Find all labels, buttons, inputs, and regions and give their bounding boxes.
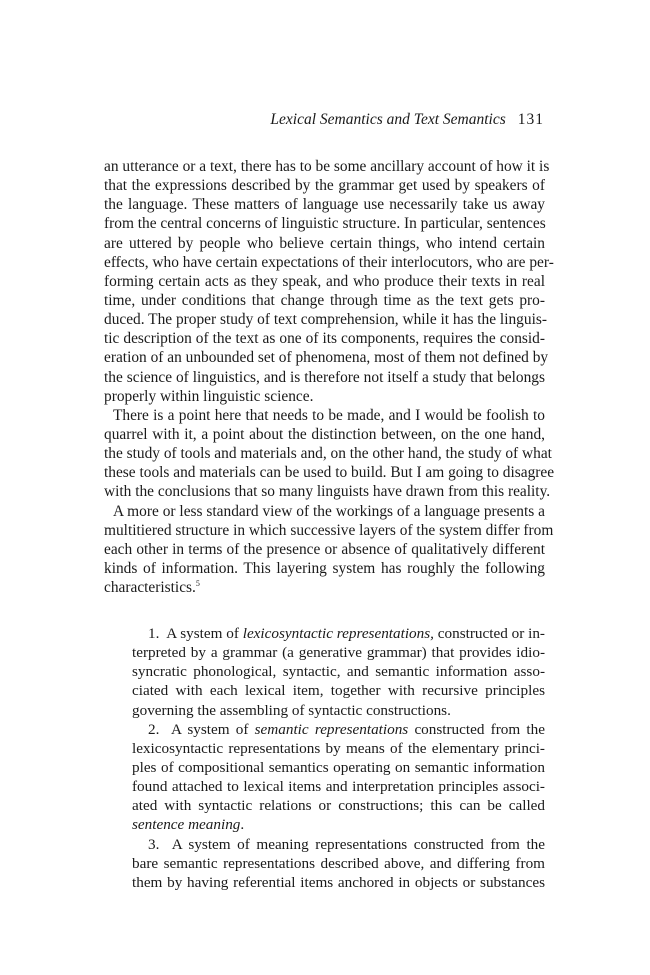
text-line: the science of linguistics, and is therefore not itself a study that belongs [104,368,545,386]
text-line: the language. These matters of language use necessarily take us away [104,196,545,214]
text-line: ciated with each lexical item, together with recursive principles [132,682,545,700]
paragraph [104,406,555,502]
text-line: found attached to lexical items and interpretation principles associ- [132,778,545,796]
text-line: ples of compositional semantics operating on semantic information [132,758,545,776]
text-line: with the conclusions that so many linguists have drawn from this reality. [104,483,551,501]
text-line: bare semantic representations described above, and differing from [132,854,545,872]
text-line: terpreted by a grammar (a generative grammar) that provides idio- [132,644,545,662]
list-item [132,835,545,892]
text-fragment: A system of [171,720,255,738]
body-text [104,157,555,597]
text-line: duced. The proper study of text comprehension, while it has the linguis- [104,311,547,329]
emphasis: sentence meaning [132,816,241,834]
text-fragment: A system of meaning representations constructed from the [171,835,545,853]
text-line [132,720,545,739]
text-line: quarrel with it, a point about the distinction between, on the one hand, [104,425,545,443]
paragraph [104,502,554,598]
text-fragment: constructed or in- [433,625,545,642]
list-number: 3. [148,835,160,853]
text-line: from the central concerns of linguistic structure. In particular, sentences [104,215,546,233]
text-line: them by having referential items anchored in objects or substances [132,873,545,891]
footnote-reference[interactable]: 5 [195,579,200,589]
list-item [132,624,545,720]
text-line: time, under conditions that change through time as the text gets pro- [104,291,545,309]
list-number: 2. [148,720,160,738]
text-line: There is a point here that needs to be made, and I would be foolish to [113,406,545,424]
text-line: that the expressions described by the grammar get used by speakers of [104,177,545,195]
text-fragment: . [240,816,245,834]
text-line: eration of an unbounded set of phenomena, most of them not defined by [104,349,549,367]
text-line: properly within linguistic science. [104,387,314,405]
paragraph [104,157,554,406]
text-line: kinds of information. This layering system has roughly the following [104,559,545,577]
running-head [270,110,544,130]
text-line: effects, who have certain expectations of their interlocutors, who are per- [104,253,554,271]
text-fragment: constructed from the [408,720,545,738]
text-line: lexicosyntactic representations by means of the elementary princi- [132,739,545,757]
text-line: the study of tools and materials and, on the other hand, the study of what [104,445,552,463]
text-line [104,578,545,597]
text-fragment: characteristics. [104,579,196,597]
text-line: ated with syntactic relations or constructions; this can be called [132,797,545,815]
emphasis: semantic representations [254,720,409,738]
text-line: syncratic phonological, syntactic, and semantic information asso- [132,663,545,681]
text-line: each other in terms of the presence or absence of qualitatively different [104,540,545,558]
emphasis: lexicosyntactic representations, [242,625,434,642]
text-line: governing the assembling of syntactic constructions. [132,701,451,719]
text-line: an utterance or a text, there has to be some ancillary account of how it is [104,158,550,175]
list-number: 1. [148,625,160,642]
text-line: these tools and materials can be used to build. But I am going to disagree [104,464,555,482]
text-line [132,835,545,854]
text-line: forming certain acts as they speak, and who produce their texts in real [104,272,545,290]
text-line [132,815,545,834]
running-head-title: Lexical Semantics and Text Semantics [270,111,506,128]
page-number: 131 [517,111,544,128]
text-line: are uttered by people who believe certain things, who intend certain [104,234,545,252]
numbered-list [132,624,545,892]
text-line: A more or less standard view of the workings of a language presents a [113,502,545,520]
text-line: tic description of the text as one of its components, requires the consid- [104,330,545,348]
list-item [132,720,545,835]
text-line: multitiered structure in which successive layers of the system differ from [104,521,554,539]
text-fragment: A system of [166,625,243,642]
text-line [132,624,545,643]
